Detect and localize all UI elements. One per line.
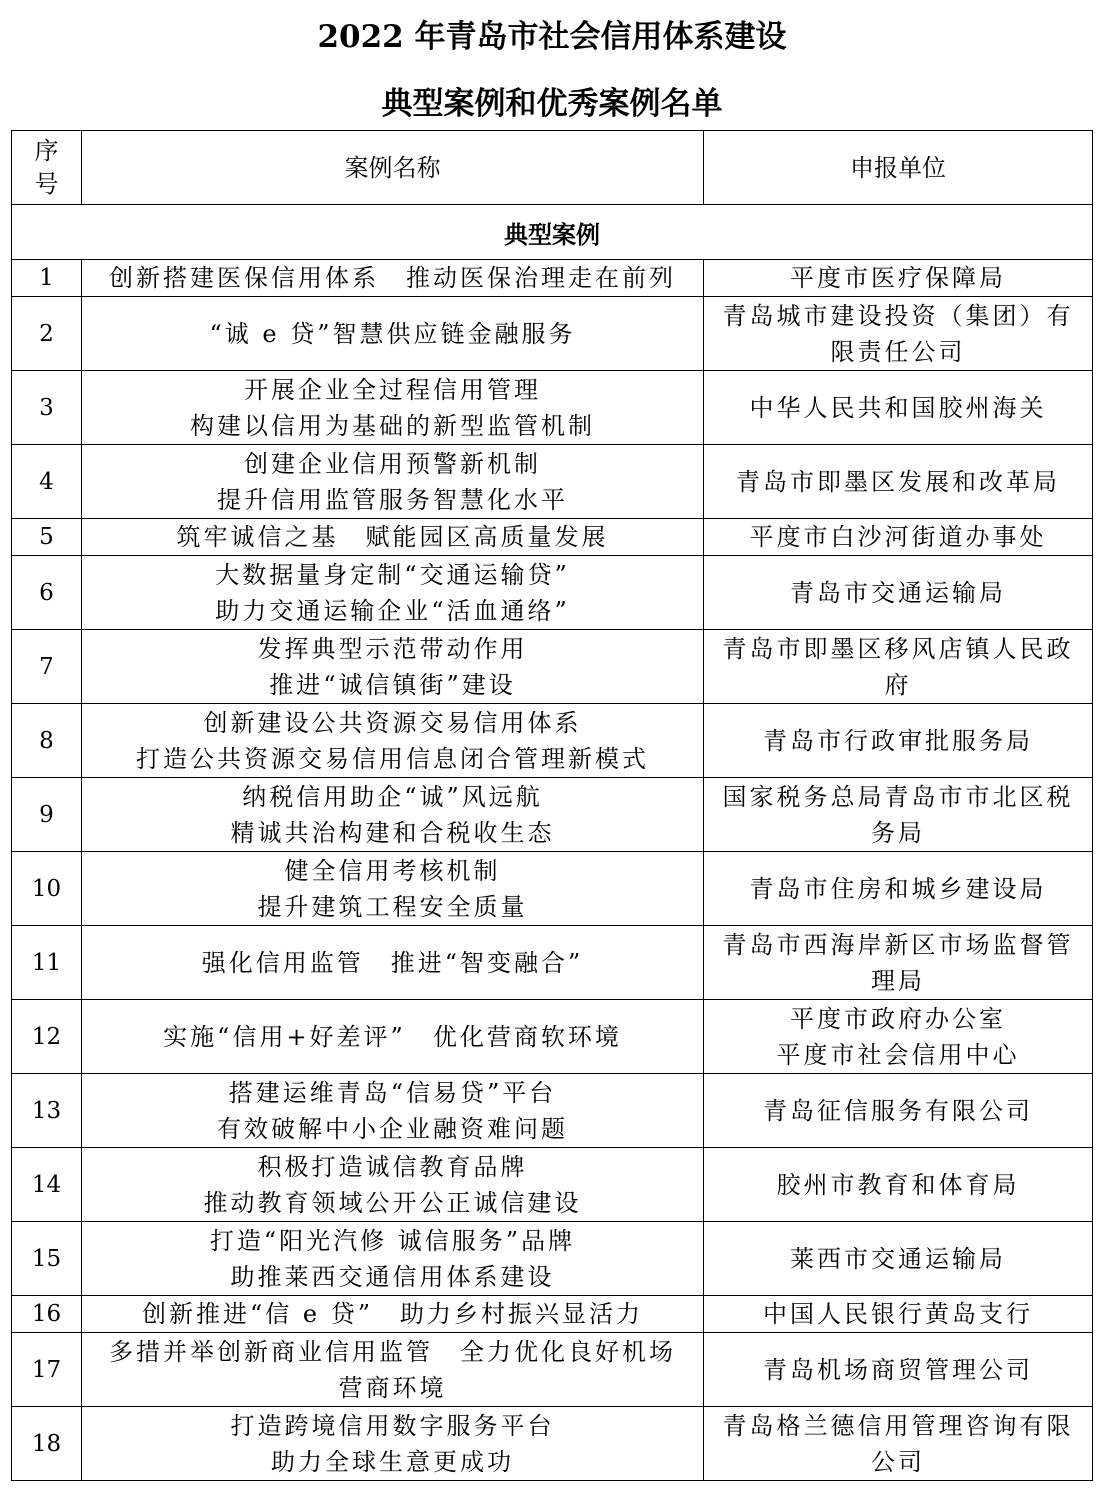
case-name-cell <box>82 1333 704 1407</box>
case-name-cell <box>82 1407 704 1481</box>
unit-line: 中华人民共和国胶州海关 <box>749 393 1047 422</box>
unit-line: 莱西市交通运输局 <box>790 1244 1006 1273</box>
case-name-cell <box>82 852 704 926</box>
row-number: 13 <box>12 1074 82 1148</box>
case-name-line: 创新建设公共资源交易信用体系 <box>203 708 582 737</box>
table-row <box>12 1222 1093 1296</box>
header-case-name: 案例名称 <box>82 131 704 205</box>
table-row <box>12 1333 1093 1407</box>
case-name-line: 大数据量身定制“交通运输贷” <box>215 560 570 589</box>
unit-cell <box>704 1296 1093 1333</box>
header-seq-char: 号 <box>34 169 59 198</box>
unit-cell <box>704 852 1093 926</box>
unit-cell <box>704 297 1093 371</box>
case-name-line: 发挥典型示范带动作用 <box>257 634 528 663</box>
table-row <box>12 852 1093 926</box>
table-row <box>12 704 1093 778</box>
row-number: 7 <box>12 630 82 704</box>
table-row <box>12 260 1093 297</box>
unit-line: 胶州市教育和体育局 <box>776 1170 1020 1199</box>
case-name-line: 营商环境 <box>338 1373 447 1402</box>
case-name-line: 助推莱西交通信用体系建设 <box>230 1262 555 1291</box>
case-name-line: 创建企业信用预警新机制 <box>244 449 541 478</box>
table-row <box>12 1407 1093 1481</box>
header-unit: 申报单位 <box>704 131 1093 205</box>
table-row <box>12 371 1093 445</box>
table-row <box>12 1000 1093 1074</box>
case-name-cell <box>82 1222 704 1296</box>
unit-line: 青岛市即墨区发展和改革局 <box>736 467 1060 496</box>
table-row <box>12 297 1093 371</box>
section-row-typical <box>12 205 1093 260</box>
case-name-cell <box>82 371 704 445</box>
table-row <box>12 1074 1093 1148</box>
document-title-line-1: 2022 年青岛市社会信用体系建设 <box>317 19 787 55</box>
unit-cell <box>704 1333 1093 1407</box>
row-number: 18 <box>12 1407 82 1481</box>
unit-cell <box>704 1148 1093 1222</box>
unit-line: 青岛市住房和城乡建设局 <box>749 874 1047 903</box>
table-row <box>12 778 1093 852</box>
document-title-line-2: 典型案例和优秀案例名单 <box>381 86 723 122</box>
unit-line: 平度市白沙河街道办事处 <box>749 523 1047 551</box>
case-name-cell <box>82 704 704 778</box>
unit-cell <box>704 445 1093 519</box>
unit-cell <box>704 519 1093 556</box>
table-header-row <box>12 131 1093 205</box>
unit-cell <box>704 630 1093 704</box>
unit-line: 青岛市行政审批服务局 <box>763 726 1033 755</box>
unit-line: 国家税务总局青岛市市北区税务局 <box>722 782 1074 847</box>
case-name-line: 开展企业全过程信用管理 <box>244 375 541 404</box>
case-name-cell <box>82 519 704 556</box>
case-name-cell <box>82 1074 704 1148</box>
case-name-line: 积极打造诚信教育品牌 <box>257 1152 528 1181</box>
row-number: 10 <box>12 852 82 926</box>
unit-cell <box>704 1407 1093 1481</box>
case-name-line: 推动教育领域公开公正诚信建设 <box>203 1188 582 1217</box>
row-number: 6 <box>12 556 82 630</box>
row-number: 17 <box>12 1333 82 1407</box>
unit-cell <box>704 260 1093 297</box>
unit-line: 青岛市交通运输局 <box>790 578 1006 607</box>
row-number: 14 <box>12 1148 82 1222</box>
case-name-cell <box>82 1296 704 1333</box>
unit-line: 青岛市西海岸新区市场监督管理局 <box>722 930 1074 995</box>
unit-line: 青岛征信服务有限公司 <box>763 1096 1033 1125</box>
unit-line: 青岛格兰德信用管理咨询有限公司 <box>722 1411 1074 1476</box>
row-number: 8 <box>12 704 82 778</box>
case-name-cell <box>82 445 704 519</box>
case-name-line: 打造“阳光汽修 诚信服务”品牌 <box>209 1226 576 1255</box>
unit-cell <box>704 1000 1093 1074</box>
row-number: 15 <box>12 1222 82 1296</box>
case-name-line: 创新搭建医保信用体系 推动医保治理走在前列 <box>109 264 676 292</box>
unit-cell <box>704 778 1093 852</box>
unit-cell <box>704 1074 1093 1148</box>
case-name-line: 实施“信用+好差评” 优化营商软环境 <box>163 1022 622 1051</box>
case-name-line: 提升建筑工程安全质量 <box>257 892 528 921</box>
unit-line: 平度市政府办公室 <box>790 1004 1006 1033</box>
case-name-line: 提升信用监管服务智慧化水平 <box>217 485 568 514</box>
case-name-line: 打造跨境信用数字服务平台 <box>230 1411 555 1440</box>
row-number: 9 <box>12 778 82 852</box>
case-name-line: “诚 e 贷”智慧供应链金融服务 <box>209 319 576 348</box>
case-name-cell <box>82 1148 704 1222</box>
case-name-line: 健全信用考核机制 <box>284 856 501 885</box>
case-name-cell <box>82 556 704 630</box>
case-name-cell <box>82 778 704 852</box>
unit-cell <box>704 371 1093 445</box>
case-name-line: 创新推进“信 e 贷” 助力乡村振兴显活力 <box>142 1300 643 1328</box>
table-row <box>12 1148 1093 1222</box>
row-number: 2 <box>12 297 82 371</box>
table-row <box>12 926 1093 1000</box>
table-row <box>12 556 1093 630</box>
unit-line: 平度市社会信用中心 <box>776 1040 1020 1069</box>
header-seq-char: 序 <box>34 136 59 165</box>
case-name-line: 助力全球生意更成功 <box>271 1447 514 1476</box>
row-number: 1 <box>12 260 82 297</box>
row-number: 12 <box>12 1000 82 1074</box>
unit-line: 平度市医疗保障局 <box>790 264 1006 292</box>
table-row <box>12 519 1093 556</box>
case-list-table <box>11 130 1093 1481</box>
case-name-line: 搭建运维青岛“信易贷”平台 <box>228 1078 557 1107</box>
row-number: 16 <box>12 1296 82 1333</box>
case-name-line: 推进“诚信镇街”建设 <box>269 670 516 699</box>
unit-cell <box>704 704 1093 778</box>
unit-cell <box>704 556 1093 630</box>
unit-line: 青岛市即墨区移风店镇人民政府 <box>722 634 1074 699</box>
case-name-line: 助力交通运输企业“活血通络” <box>215 596 570 625</box>
case-name-line: 多措并举创新商业信用监管 全力优化良好机场 <box>109 1337 676 1366</box>
table-row <box>12 1296 1093 1333</box>
row-number: 3 <box>12 371 82 445</box>
table-row <box>12 630 1093 704</box>
case-name-line: 筑牢诚信之基 赋能园区高质量发展 <box>176 523 609 551</box>
unit-line: 青岛城市建设投资（集团）有限责任公司 <box>722 301 1074 366</box>
row-number: 4 <box>12 445 82 519</box>
case-name-line: 有效破解中小企业融资难问题 <box>217 1114 568 1143</box>
row-number: 5 <box>12 519 82 556</box>
case-name-line: 强化信用监管 推进“智变融合” <box>201 948 584 977</box>
row-number: 11 <box>12 926 82 1000</box>
header-seq <box>12 131 82 205</box>
unit-cell <box>704 1222 1093 1296</box>
case-name-cell <box>82 297 704 371</box>
case-name-line: 精诚共治构建和合税收生态 <box>230 818 555 847</box>
case-name-line: 构建以信用为基础的新型监管机制 <box>190 411 595 440</box>
case-name-cell <box>82 1000 704 1074</box>
case-name-line: 打造公共资源交易信用信息闭合管理新模式 <box>136 744 649 773</box>
case-name-cell <box>82 260 704 297</box>
unit-cell <box>704 926 1093 1000</box>
unit-line: 中国人民银行黄岛支行 <box>763 1300 1033 1328</box>
case-name-line: 纳税信用助企“诚”风远航 <box>242 782 543 811</box>
case-name-cell <box>82 926 704 1000</box>
section-title: 典型案例 <box>12 205 1093 260</box>
case-name-cell <box>82 630 704 704</box>
unit-line: 青岛机场商贸管理公司 <box>763 1355 1033 1384</box>
table-row <box>12 445 1093 519</box>
